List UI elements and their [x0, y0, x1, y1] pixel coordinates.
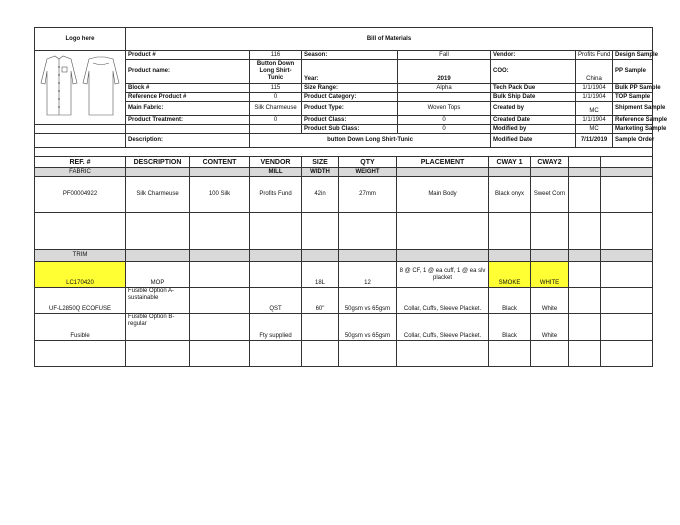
- table-row: [35, 262, 653, 288]
- fabric-section-label: FABRIC: [35, 168, 126, 177]
- blank-cell: [569, 288, 601, 314]
- blank-cell: [569, 168, 601, 177]
- trim-section-row: [35, 250, 653, 262]
- product-type-label: Product Type:: [302, 102, 398, 116]
- row-cway1: Black: [489, 314, 531, 341]
- row-ref: LC170420: [35, 262, 126, 288]
- reference-sample-label: Reference Sample: [613, 116, 653, 125]
- col-cway1: CWAY 1: [489, 157, 531, 168]
- table-row: [35, 288, 653, 314]
- col-content: CONTENT: [190, 157, 250, 168]
- row-size: [302, 314, 339, 341]
- coo-label: COO:: [491, 60, 576, 84]
- created-by-label: Created by: [491, 102, 576, 116]
- product-no-value: 116: [250, 51, 302, 60]
- product-category-label: Product Category:: [302, 93, 398, 102]
- block-value: 115: [250, 84, 302, 93]
- main-fabric-value: Silk Charmeuse: [250, 102, 302, 116]
- reference-product-label: Reference Product #: [126, 93, 250, 102]
- row-ref: PF00004922: [35, 177, 126, 213]
- tech-pack-due-label: Tech Pack Due: [491, 84, 576, 93]
- row-qty: 12: [339, 262, 397, 288]
- blank-cell: [601, 262, 653, 288]
- row-content: [190, 262, 250, 288]
- row-cway1: SMOKE: [489, 262, 531, 288]
- product-type-value: Woven Tops: [398, 102, 491, 116]
- blank-cell: [601, 314, 653, 341]
- bom-header-table: [34, 27, 668, 148]
- bulk-ship-date-value: 1/1/1904: [576, 93, 613, 102]
- season-value: Fall: [398, 51, 491, 60]
- col-description: DESCRIPTION: [126, 157, 190, 168]
- row-cway2: WHITE: [531, 262, 569, 288]
- product-class-value: 0: [398, 116, 491, 125]
- description-value: button Down Long Shirt-Tunic: [250, 134, 491, 148]
- column-header-row: [35, 157, 653, 168]
- row-description: MOP: [126, 262, 190, 288]
- row-qty: 27mm: [339, 177, 397, 213]
- sketch-spacer: [35, 125, 126, 134]
- row-vendor: Profits Fund: [250, 177, 302, 213]
- row-cway2: Sweet Corn: [531, 177, 569, 213]
- season-label: Season:: [302, 51, 398, 60]
- coo-value: China: [576, 60, 613, 84]
- row-size: 60": [302, 288, 339, 314]
- design-sample-label: Design Sample: [613, 51, 653, 60]
- block-label: Block #: [126, 84, 250, 93]
- col-blank: [601, 157, 653, 168]
- row-ref: UF-L2850Q ECOFUSE: [35, 288, 126, 314]
- row-qty: 50gsm vs 65gsm: [339, 288, 397, 314]
- col-blank: [569, 157, 601, 168]
- blank-cell: [531, 168, 569, 177]
- sample-order-label: Sample Order: [613, 134, 653, 148]
- table-row: [35, 314, 653, 341]
- row-placement: Collar, Cuffs, Sleeve Placket.: [397, 288, 489, 314]
- row-description: Fusible Option B- regular: [126, 314, 190, 341]
- row-vendor: QST: [250, 288, 302, 314]
- modified-date-label: Modified Date: [491, 134, 576, 148]
- row-description: Silk Charmeuse: [126, 177, 190, 213]
- spacer-cell: [35, 148, 653, 157]
- modified-by-value: MC: [576, 125, 613, 134]
- row-vendor: Fty supplied: [250, 314, 302, 341]
- shirt-sketch-icon: [35, 53, 125, 119]
- col-ref: REF. #: [35, 157, 126, 168]
- col-vendor: VENDOR: [250, 157, 302, 168]
- year-value: 2019: [398, 60, 491, 84]
- blank-cell: [250, 125, 302, 134]
- created-by-value: MC: [576, 102, 613, 116]
- bulk-pp-sample-label: Bulk PP Sample: [613, 84, 653, 93]
- row-cway2: White: [531, 314, 569, 341]
- row-qty: 50gsm vs 65gsm: [339, 314, 397, 341]
- row-placement: 8 @ CF, 1 @ ea cuff, 1 @ ea slv placket: [397, 262, 489, 288]
- pp-sample-label: PP Sample: [613, 60, 653, 84]
- blank-cell: [569, 177, 601, 213]
- row-vendor: [250, 262, 302, 288]
- blank-cell: [126, 168, 190, 177]
- col-qty: QTY: [339, 157, 397, 168]
- col-cway2: CWAY2: [531, 157, 569, 168]
- document-title: Bill of Materials: [126, 28, 653, 51]
- product-sub-class-value: 0: [398, 125, 491, 134]
- col-width: WIDTH: [302, 168, 339, 177]
- modified-by-label: Modified by: [491, 125, 576, 134]
- row-ref: Fusible: [35, 314, 126, 341]
- blank-cell: [190, 168, 250, 177]
- main-fabric-label: Main Fabric:: [126, 102, 250, 116]
- row-cway1: Black onyx: [489, 177, 531, 213]
- garment-sketch: [35, 51, 126, 125]
- blank-cell: [569, 262, 601, 288]
- table-row: [35, 177, 653, 213]
- materials-table: [34, 147, 653, 367]
- top-sample-label: TOP Sample: [613, 93, 653, 102]
- created-date-value: 1/1/1904: [576, 116, 613, 125]
- product-treatment-value: 0: [250, 116, 302, 125]
- row-size: 18L: [302, 262, 339, 288]
- sketch-spacer: [35, 134, 126, 148]
- col-placement: PLACEMENT: [397, 157, 489, 168]
- vendor-value: Profits Fund: [576, 51, 613, 60]
- row-content: [190, 314, 250, 341]
- created-date-label: Created Date: [491, 116, 576, 125]
- row-cway1: Black: [489, 288, 531, 314]
- row-cway2: White: [531, 288, 569, 314]
- vendor-label: Vendor:: [491, 51, 576, 60]
- col-mill: MILL: [250, 168, 302, 177]
- row-description: Fusible Option A- sustainable: [126, 288, 190, 314]
- blank-cell: [397, 168, 489, 177]
- reference-product-value: 0: [250, 93, 302, 102]
- fabric-section-row: [35, 168, 653, 177]
- product-no-label: Product #: [126, 51, 250, 60]
- row-size: 42in: [302, 177, 339, 213]
- marketing-sample-label: Marketing Sample: [613, 125, 653, 134]
- bom-sheet: [34, 27, 668, 379]
- col-size: SIZE: [302, 157, 339, 168]
- size-range-value: Alpha: [398, 84, 491, 93]
- row-content: 100 Silk: [190, 177, 250, 213]
- row-content: [190, 288, 250, 314]
- blank-cell: [601, 288, 653, 314]
- logo-placeholder: Logo here: [35, 28, 126, 51]
- modified-date-value: 7/11/2019: [576, 134, 613, 148]
- tech-pack-due-value: 1/1/1904: [576, 84, 613, 93]
- product-name-label: Product name:: [126, 60, 250, 84]
- product-category-value: [398, 93, 491, 102]
- blank-cell: [601, 168, 653, 177]
- size-range-label: Size Range:: [302, 84, 398, 93]
- spacer-row: [35, 148, 653, 157]
- row-placement: Collar, Cuffs, Sleeve Placket.: [397, 314, 489, 341]
- trim-section-label: TRIM: [35, 250, 126, 262]
- blank-cell: [569, 314, 601, 341]
- product-name-value: Button Down Long Shirt-Tunic: [250, 60, 302, 84]
- description-label: Description:: [126, 134, 250, 148]
- product-treatment-label: Product Treatment:: [126, 116, 250, 125]
- table-row: [35, 213, 653, 250]
- year-label: Year:: [302, 60, 398, 84]
- table-row: [35, 341, 653, 367]
- row-placement: Main Body: [397, 177, 489, 213]
- product-sub-class-label: Product Sub Class:: [302, 125, 398, 134]
- blank-cell: [126, 125, 250, 134]
- col-weight: WEIGHT: [339, 168, 397, 177]
- blank-cell: [489, 168, 531, 177]
- product-class-label: Product Class:: [302, 116, 398, 125]
- shipment-sample-label: Shipment Sample: [613, 102, 653, 116]
- bulk-ship-date-label: Bulk Ship Date: [491, 93, 576, 102]
- blank-cell: [601, 177, 653, 213]
